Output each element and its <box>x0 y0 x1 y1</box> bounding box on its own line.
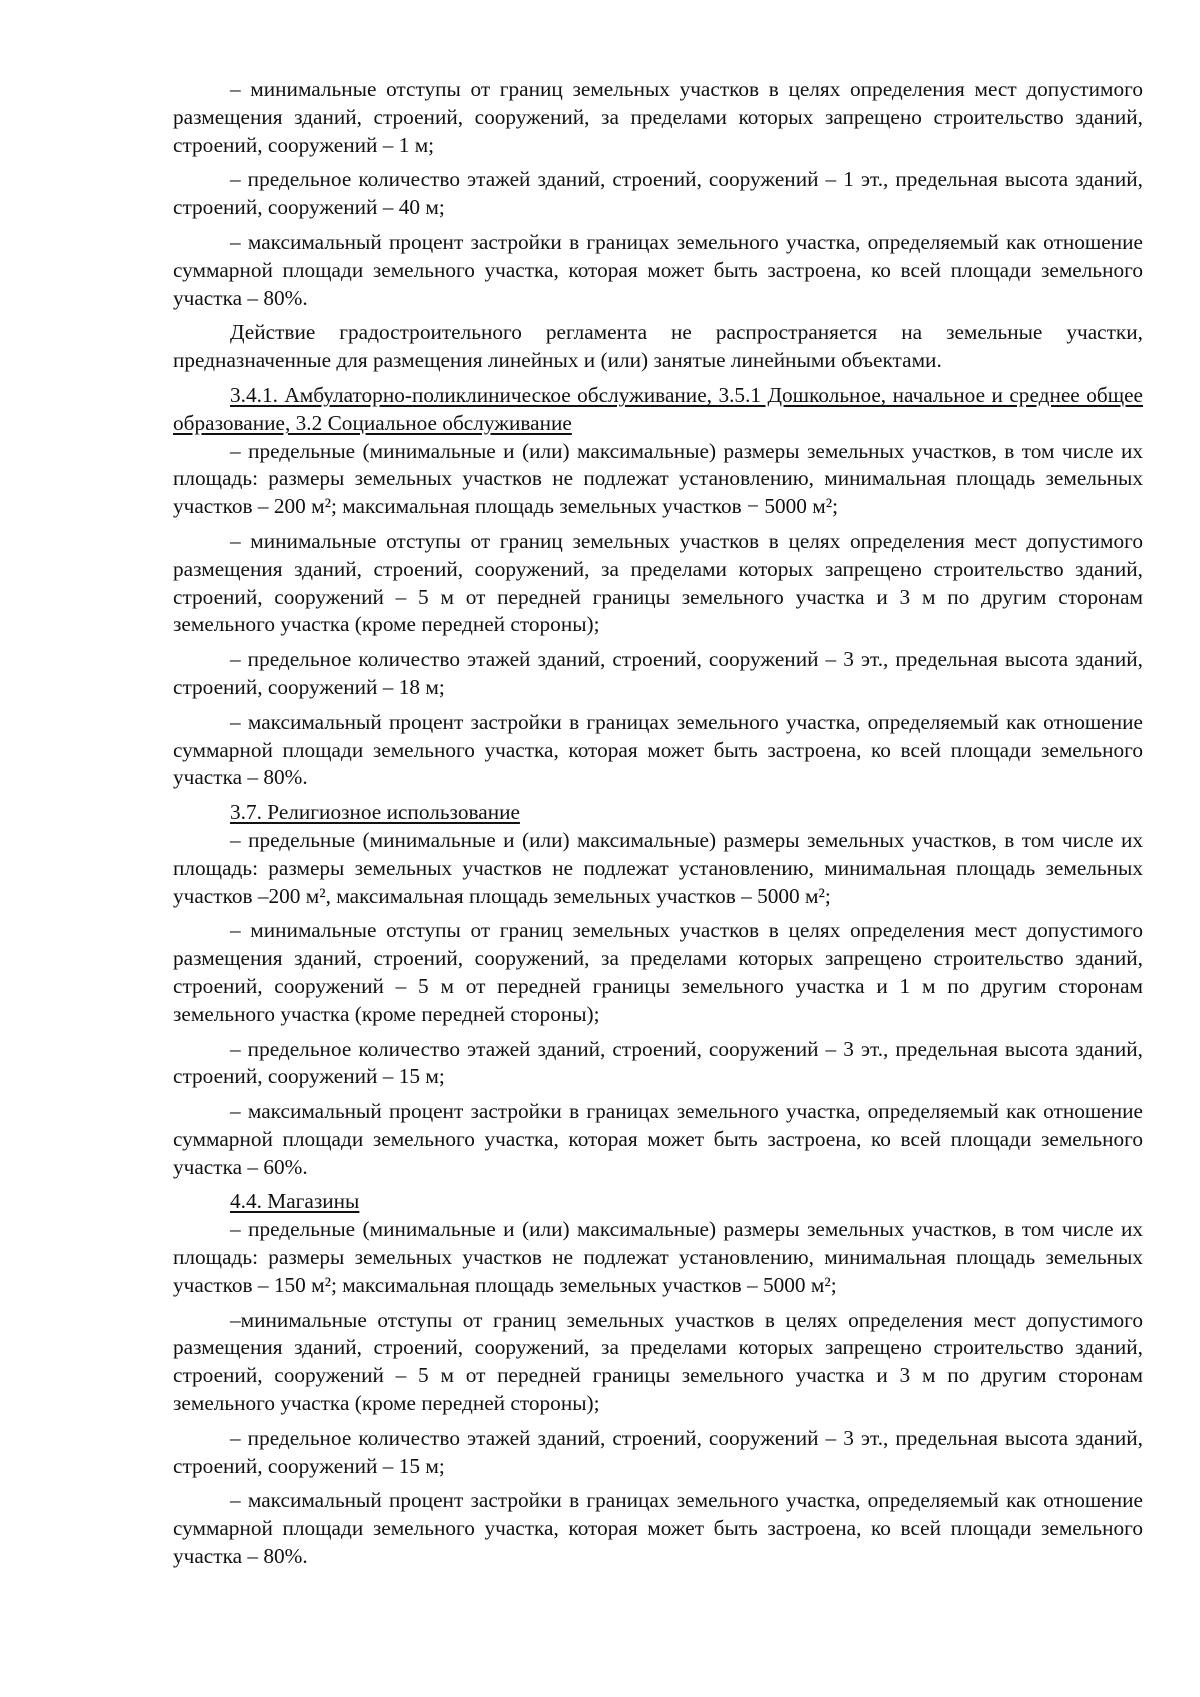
paragraph-floors-40m: – предельное количество этажей зданий, строений, сооружений – 1 эт., предельная высота зданий, строений, сооружений – 40 м; <box>173 167 1143 220</box>
paragraph-setback-5m-3m: – минимальные отступы от границ земельных участков в целях определения мест допустимого размещения зданий, строений, сооружений, за пределами которых запрещено строительство зданий, строений, сооружений – 5 м от передней границы земельного участка и 3 м по другим сторонам земельного участка (кроме передней стороны); <box>173 528 1143 637</box>
paragraph-coverage-80: – максимальный процент застройки в границах земельного участка, определяемый как отношение суммарной площади земельного участка, которая может быть застроена, ко всей площади земельного участка – 80%. <box>173 229 1143 310</box>
section-heading-social: 3.4.1. Амбулаторно-поликлиническое обслуживание, 3.5.1 Дошкольное, начальное и среднее общее образование, 3.2 Социальное обслуживание <box>173 382 1143 435</box>
paragraph-regulation-note: Действие градостроительного регламента не распространяется на земельные участки, предназначенные для размещения линейных и (или) занятые линейными объектами. <box>173 320 1143 373</box>
paragraph-setback-1m: – минимальные отступы от границ земельных участков в целях определения мест допустимого размещения зданий, строений, сооружений, за пределами которых запрещено строительство зданий, строений, сооружений – 1 м; <box>173 77 1143 157</box>
paragraph-coverage-60: – максимальный процент застройки в границах земельного участка, определяемый как отношение суммарной площади земельного участка, которая может быть застроена, ко всей площади земельного участка – 60%. <box>173 1099 1143 1179</box>
paragraph-plot-size-150: – предельные (минимальные и (или) максимальные) размеры земельных участков, в том числе их площадь: размеры земельных участков не подлежат установлению, минимальная площадь земельных участков – 150 м²; максимальная площадь земельных участков – 5000 м²; <box>173 1217 1143 1297</box>
paragraph-floors-15m-shops: – предельное количество этажей зданий, строений, сооружений – 3 эт., предельная высота зданий, строений, сооружений – 15 м; <box>173 1425 1143 1478</box>
paragraph-floors-15m-religious: – предельное количество этажей зданий, строений, сооружений – 3 эт., предельная высота зданий, строений, сооружений – 15 м; <box>173 1036 1143 1089</box>
paragraph-plot-size-200: – предельные (минимальные и (или) максимальные) размеры земельных участков, в том числе их площадь: размеры земельных участков не подлежат установлению, минимальная площадь земельных участков – 200 м²; максимальная площадь земельных участков − 5000 м²; <box>173 438 1143 519</box>
paragraph-floors-18m: – предельное количество этажей зданий, строений, сооружений – 3 эт., предельная высота зданий, строений, сооружений – 18 м; <box>173 647 1143 699</box>
paragraph-plot-size-religious: – предельные (минимальные и (или) максимальные) размеры земельных участков, в том числе их площадь: размеры земельных участков не подлежат установлению, минимальная площадь земельных участков –200 м², максимальная площадь земельных участков – 5000 м²; <box>173 827 1143 908</box>
paragraph-coverage-80-social: – максимальный процент застройки в границах земельного участка, определяемый как отношение суммарной площади земельного участка, которая может быть застроена, ко всей площади земельного участка – 80%. <box>173 709 1143 790</box>
paragraph-setback-5m-1m: – минимальные отступы от границ земельных участков в целях определения мест допустимого размещения зданий, строений, сооружений, за пределами которых запрещено строительство зданий, строений, сооружений – 5 м от передней границы земельного участка и 1 м по другим сторонам земельного участка (кроме передней стороны); <box>173 918 1143 1026</box>
section-heading-shops: 4.4. Магазины <box>230 1189 360 1214</box>
paragraph-setback-5m-3m-shops: –минимальные отступы от границ земельных участков в целях определения мест допустимого размещения зданий, строений, сооружений, за пределами которых запрещено строительство зданий, строений, сооружений – 5 м от передней границы земельного участка и 3 м по другим сторонам земельного участка (кроме передней стороны); <box>173 1307 1143 1416</box>
section-heading-religious: 3.7. Религиозное использование <box>230 800 520 825</box>
paragraph-coverage-80-shops: – максимальный процент застройки в границах земельного участка, определяемый как отношение суммарной площади земельного участка, которая может быть застроена, ко всей площади земельного участка – 80%. <box>173 1488 1143 1569</box>
